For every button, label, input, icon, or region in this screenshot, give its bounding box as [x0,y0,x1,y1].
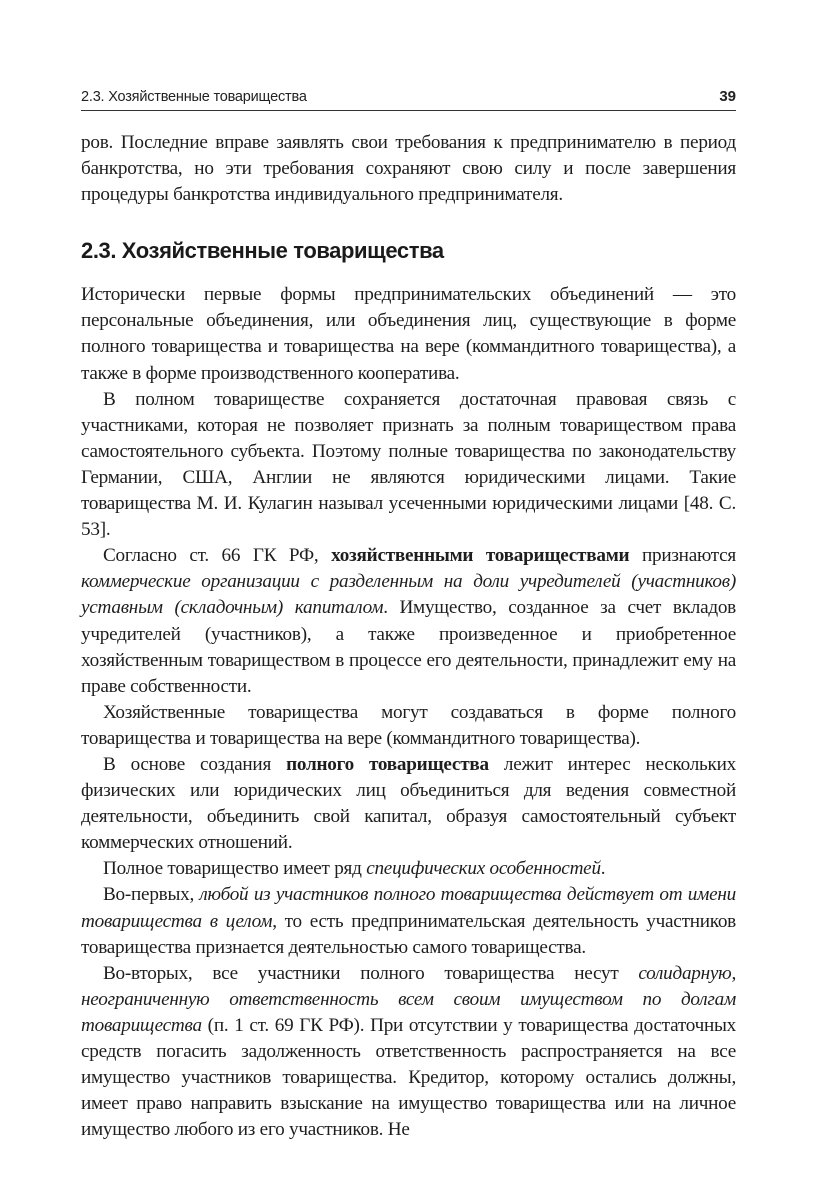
page-body [81,130,736,1143]
p3-text-a: Согласно ст. 66 ГК РФ, [103,545,332,567]
p3-text-e: . Имущество, созданное за счет вкладов учредителей (участников), а также произведенное и приобретенное хозяйственным товариществом в процессе его деятельности, принадлежит ему на праве собственности. [81,597,736,697]
paragraph-2: В полном товариществе сохраняется достаточная правовая связь с участниками, которая не позволяет признать за полным товариществом права самостоятельного субъекта. Поэтому полные товарищества по законодательству Германии, США, Англии не являются юридическими лицами. Такие товарищества М. И. Кулагин называл усеченными юридическими лицами [48. С. 53]. [81,388,736,541]
p7-text-c: , то есть предпринимательская деятельность участников товарищества признается деятельностью самого товарищества. [81,910,736,958]
section-heading: 2.3. Хозяйственные товарищества [81,238,444,264]
p8-text-a: Во-вторых, все участники полного товарищества несут [103,962,639,984]
p6-text-a: Полное товарищество имеет ряд [103,858,367,880]
p6-italic-term: специфических особенностей [366,858,601,880]
paragraph-1: Исторически первые формы предпринимательских объединений — это персональные объединения, или объединения лиц, существующие в форме полного товарищества и товарищества на вере (коммандитного товарищества), а также в форме производственного кооператива. [81,284,736,384]
paragraph-5 [81,752,736,856]
continued-paragraph: ров. Последние вправе заявлять свои требования к предпринимателю в период банкротства, но эти требования сохраняют свою силу и после завершения процедуры банкротства индивидуального предпринимателя. [81,132,736,206]
paragraph-7 [81,882,736,960]
page-number: 39 [719,88,736,105]
p7-italic-statement: любой из участников полного товарищества действует от имени товарищества в целом [81,884,736,932]
p7-text-a: Во-первых, [103,884,200,906]
p5-bold-term: полного товарищества [286,753,489,775]
paragraph-3 [81,543,736,700]
p3-italic-definition: коммерческие организации с разделенным на доли учредителей (участников) уставным (складочным) капиталом [81,571,736,619]
p5-text-c: лежит интерес нескольких физических или юридических лиц объединиться для ведения совместной деятельности, объединить свой капитал, образуя самостоятельный субъект коммерческих отношений. [81,753,736,854]
running-header [81,88,736,111]
p8-italic-statement: солидарную, неограниченную ответственность всем своим имуществом по долгам товарищества [81,962,736,1036]
p6-text-c: . [600,858,606,880]
p5-text-a: В основе создания [103,753,287,775]
p8-text-c: (п. 1 ст. 69 ГК РФ). При отсутствии у товарищества достаточных средств погасить задолженность ответственность распространяется на все имущество участников товарищества. Кредитор, которому остались должны, имеет право направить взыскание на имущество товарищества или на личное имущество любого из его участников. Не [81,1014,736,1141]
p3-text-c: признаются [629,545,737,567]
paragraph-6 [81,856,736,882]
p3-bold-term: хозяйственными товариществами [331,545,630,567]
running-header-title: 2.3. Хозяйственные товарищества [81,89,307,105]
paragraph-4: Хозяйственные товарищества могут создаваться в форме полного товарищества и товарищества на вере (коммандитного товарищества). [81,701,736,749]
paragraph-8 [81,961,736,1144]
